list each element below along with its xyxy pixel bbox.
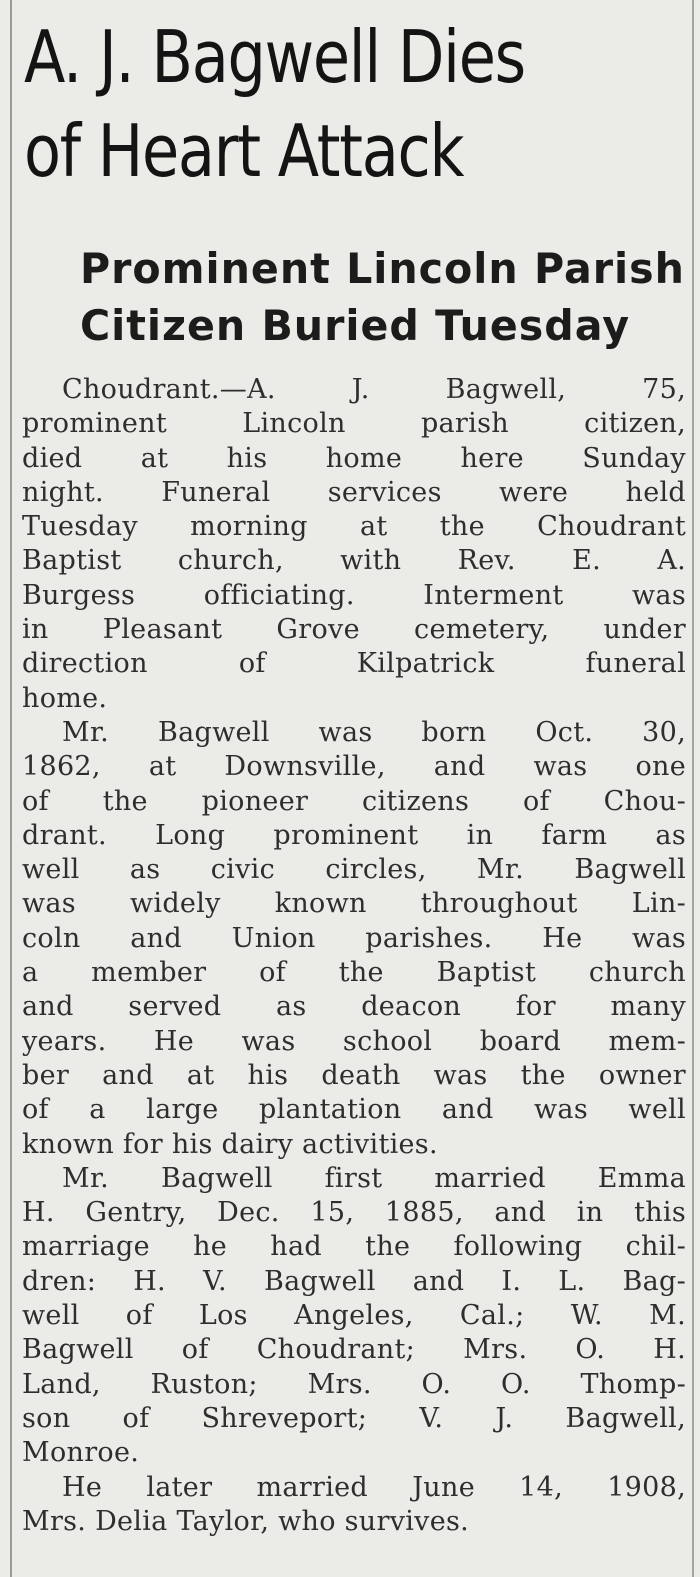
column-rule-right <box>692 0 694 1577</box>
article-line: night. Funeral services were held <box>22 476 686 508</box>
article-line: prominent Lincoln parish citizen, <box>22 408 686 440</box>
article-line: Baptist church, with Rev. E. A. <box>22 545 686 577</box>
article-line: Monroe. <box>22 1437 140 1469</box>
headline-line-2: of Heart Attack <box>24 109 464 193</box>
article-line: Mrs. Delia Taylor, who survives. <box>22 1505 470 1537</box>
article-line: He later married June 14, 1908, <box>62 1471 686 1503</box>
article-line: home. <box>22 682 108 714</box>
article-line: Burgess officiating. Interment was <box>22 579 686 611</box>
article-line: well as civic circles, Mr. Bagwell <box>22 854 686 886</box>
article-paragraph <box>22 373 686 716</box>
article-line: son of Shreveport; V. J. Bagwell, <box>22 1402 686 1434</box>
article-line: was widely known throughout Lin- <box>22 888 686 920</box>
column-rule-left <box>10 0 12 1577</box>
article-line: ber and at his death was the owner <box>22 1059 686 1091</box>
article-line: Mr. Bagwell first married Emma <box>62 1162 686 1194</box>
article-line: Bagwell of Choudrant; Mrs. O. H. <box>22 1334 686 1366</box>
headline <box>24 10 578 198</box>
article-line: a member of the Baptist church <box>22 957 686 989</box>
article-line: coln and Union parishes. He was <box>22 922 686 954</box>
article-line: known for his dairy activities. <box>22 1128 438 1160</box>
article-body <box>22 373 686 1539</box>
article-line: Tuesday morning at the Choudrant <box>22 511 686 543</box>
headline-line-1: A. J. Bagwell Dies <box>24 15 525 99</box>
article-line: dren: H. V. Bagwell and I. L. Bag- <box>22 1265 686 1297</box>
article-paragraph <box>22 1162 686 1471</box>
article-line: direction of Kilpatrick funeral <box>22 648 686 680</box>
subheadline-line-1: Prominent Lincoln Parish <box>80 244 685 293</box>
article-line: in Pleasant Grove cemetery, under <box>22 614 686 646</box>
subheadline-line-2: Citizen Buried Tuesday <box>80 301 631 350</box>
article-line: well of Los Angeles, Cal.; W. M. <box>22 1300 686 1332</box>
article-paragraph <box>22 716 686 1162</box>
article-line: died at his home here Sunday <box>22 442 686 474</box>
article-line: 1862, at Downsville, and was one <box>22 751 686 783</box>
article-line: and served as deacon for many <box>22 991 686 1023</box>
subheadline <box>80 240 685 354</box>
article-line: drant. Long prominent in farm as <box>22 819 686 851</box>
article-line: Land, Ruston; Mrs. O. O. Thomp- <box>22 1368 686 1400</box>
article-paragraph <box>22 1471 686 1540</box>
article-line: Choudrant.—A. J. Bagwell, 75, <box>62 374 686 405</box>
article-line: marriage he had the following chil- <box>22 1231 686 1263</box>
article-line: Mr. Bagwell was born Oct. 30, <box>62 716 686 748</box>
article-line: years. He was school board mem- <box>22 1025 686 1057</box>
article-line: H. Gentry, Dec. 15, 1885, and in this <box>22 1197 686 1229</box>
article-line: of the pioneer citizens of Chou- <box>22 785 686 817</box>
article-line: of a large plantation and was well <box>22 1094 686 1126</box>
